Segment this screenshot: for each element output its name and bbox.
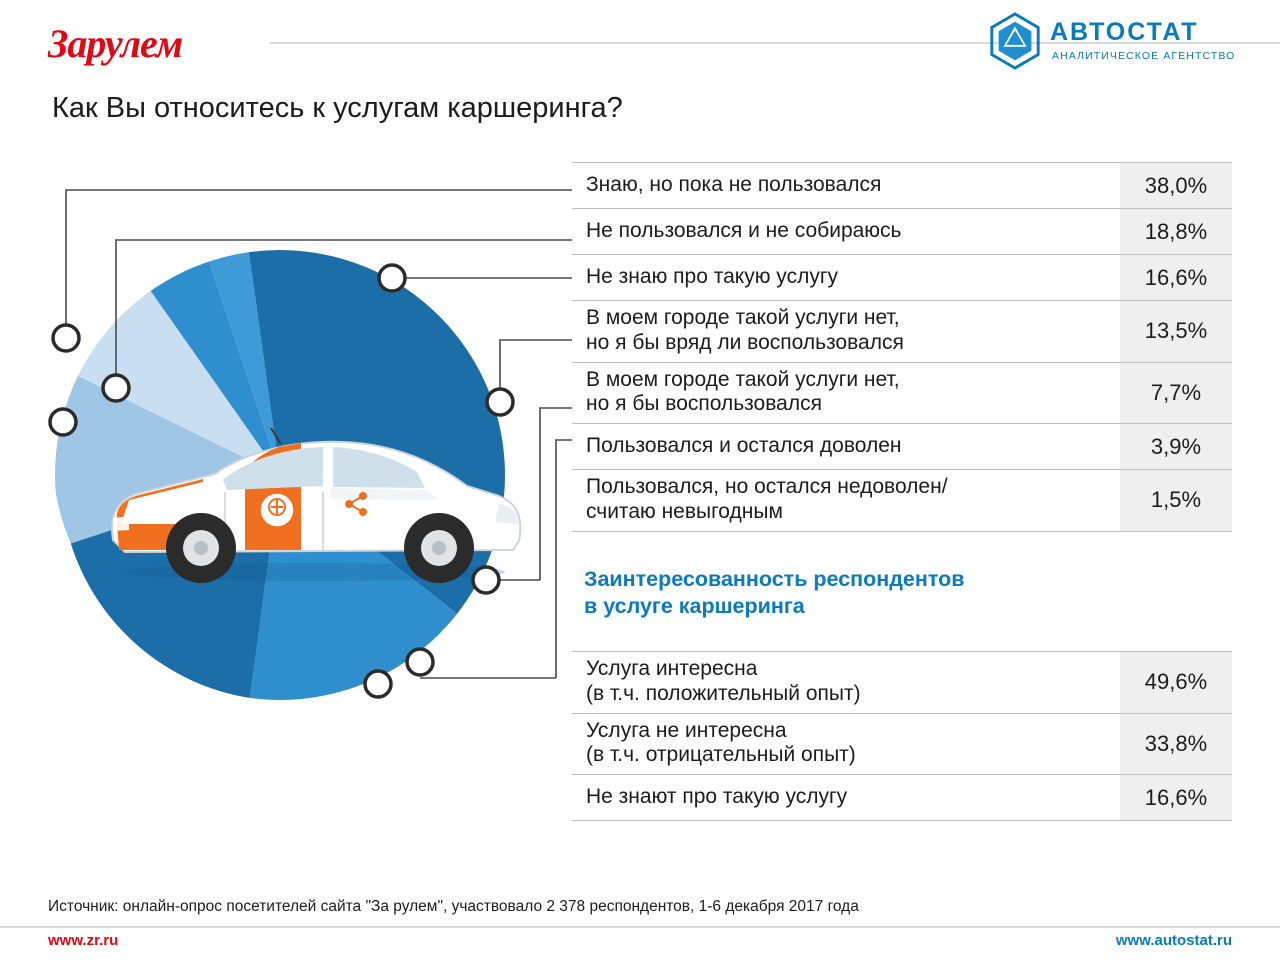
source-note: Источник: онлайн-опрос посетителей сайта "За рулем", участвовало 2 378 респондентов, 1-6 декабря 2017 года (48, 898, 859, 915)
agency-subtitle: АНАЛИТИЧЕСКОЕ АГЕНТСТВО (1052, 50, 1236, 62)
row-label-line1: Знаю, но пока не пользовался (586, 172, 882, 196)
row-label-line1: Не знаю про такую услугу (586, 264, 838, 288)
pie-chart-visual (40, 240, 560, 710)
row-value: 16,6% (1120, 255, 1232, 300)
row-value: 18,8% (1120, 209, 1232, 254)
row-value: 13,5% (1120, 301, 1232, 362)
agency-logo-block (986, 10, 1236, 72)
table-row (572, 363, 1232, 425)
row-label-line1: Услуга не интересна (586, 718, 787, 742)
table-row (572, 470, 1232, 532)
row-label (572, 424, 1120, 469)
responses-table (572, 162, 1232, 532)
row-label-line1: В моем городе такой услуги нет, (586, 306, 900, 329)
table-row (572, 714, 1232, 776)
row-label (572, 255, 1120, 300)
page-header (0, 0, 1280, 78)
footer-divider (0, 926, 1280, 928)
row-label-line1: Пользовался и остался доволен (586, 433, 902, 457)
row-value: 49,6% (1120, 652, 1232, 713)
row-label-line2: но я бы вряд ли воспользовался (586, 330, 904, 354)
row-label (572, 363, 1120, 424)
carsharing-car-illustration (95, 400, 535, 600)
table-row (572, 209, 1232, 255)
row-label-line1: Услуга интересна (586, 657, 758, 680)
row-label-line2: (в т.ч. положительный опыт) (586, 681, 861, 705)
row-value: 3,9% (1120, 424, 1232, 469)
row-value: 1,5% (1120, 470, 1232, 531)
row-label (572, 470, 1120, 531)
brand-logo-zarulem: Зарулем (48, 21, 183, 66)
row-value: 7,7% (1120, 363, 1232, 424)
row-label-line1: Пользовался, но остался недоволен/ (586, 475, 948, 499)
row-value: 38,0% (1120, 163, 1232, 208)
agency-name: АВТОСТАТ (1050, 18, 1199, 46)
row-label-line2: (в т.ч. отрицательный опыт) (586, 743, 856, 767)
row-label (572, 775, 1120, 820)
row-label (572, 163, 1120, 208)
interest-heading-line1: Заинтересованность респондентов (584, 567, 965, 591)
row-label-line1: В моем городе такой услуги нет, (586, 367, 900, 391)
row-value: 33,8% (1120, 714, 1232, 775)
row-label (572, 301, 1120, 362)
table-row (572, 255, 1232, 301)
row-label (572, 652, 1120, 713)
row-label-line2: но я бы воспользовался (586, 392, 822, 416)
footer-link-autostat[interactable]: www.autostat.ru (1115, 932, 1232, 949)
footer-link-zr[interactable]: www.zr.ru (48, 932, 119, 949)
row-value: 16,6% (1120, 775, 1232, 820)
table-row (572, 301, 1232, 363)
page-title: Как Вы относитесь к услугам каршеринга? (52, 92, 623, 124)
row-label (572, 209, 1120, 254)
row-label-line2: считаю невыгодным (586, 499, 783, 523)
interest-heading-line2: в услуге каршеринга (584, 593, 805, 618)
table-row (572, 424, 1232, 470)
row-label (572, 714, 1120, 775)
table-row (572, 162, 1232, 209)
interest-table (572, 651, 1232, 821)
row-label-line1: Не пользовался и не собираюсь (586, 218, 902, 242)
table-row (572, 651, 1232, 714)
autostat-hexagon-icon (986, 12, 1044, 70)
interest-section-heading (584, 566, 1224, 620)
table-row (572, 775, 1232, 821)
row-label-line1: Не знают про такую услугу (586, 784, 848, 808)
